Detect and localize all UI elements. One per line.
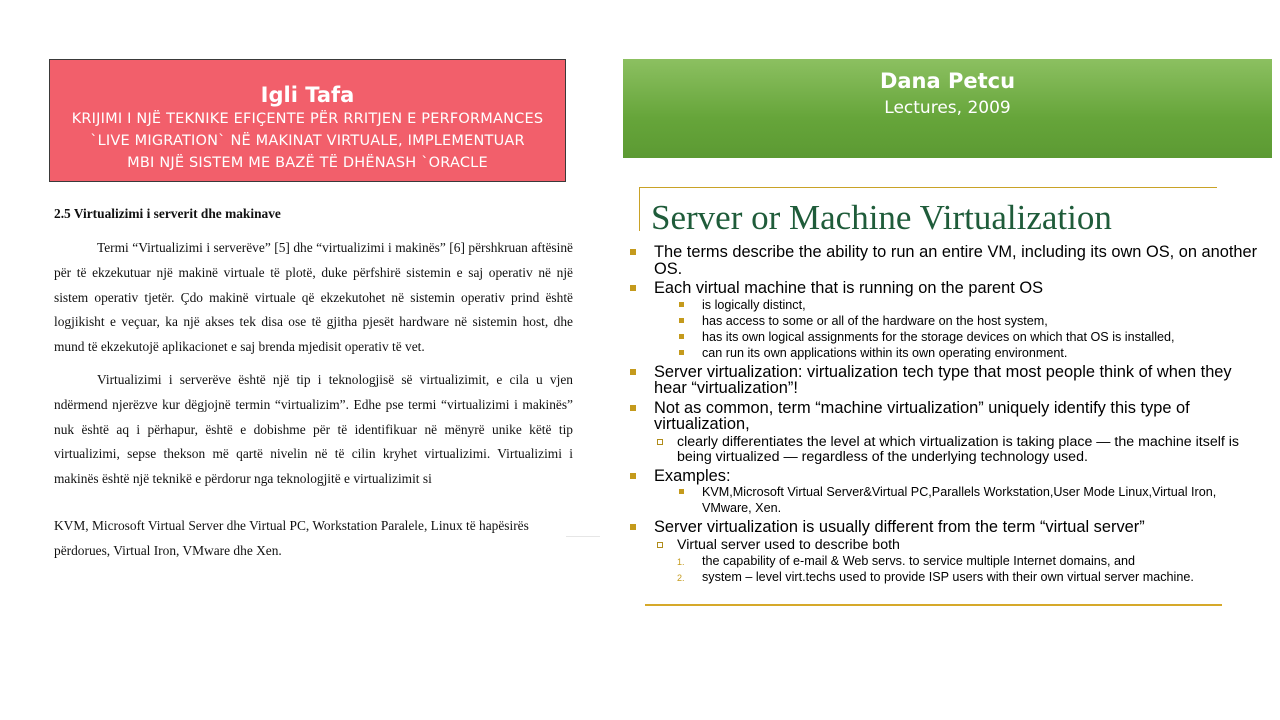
numbered-item-text: the capability of e-mail & Web servs. to service multiple Internet domains, and [702, 553, 1136, 568]
sub-bullet [628, 484, 1268, 516]
numbered-item-text: system – level virt.techs used to provide ISP users with their own virtual server machine. [702, 569, 1194, 584]
sub-bullet [628, 313, 1268, 329]
slide-frame-bottom-line [645, 604, 1222, 606]
bullet-1 [628, 244, 1268, 277]
bullet-square-icon [679, 350, 684, 355]
slide-frame-left-line [639, 187, 640, 231]
right-subtitle: Lectures, 2009 [884, 98, 1011, 118]
bullet-square-icon [630, 369, 636, 375]
page-break-line [566, 536, 600, 537]
hollow-sub-bullet [628, 538, 1268, 553]
paragraph-continuation: KVM, Microsoft Virtual Server dhe Virtual PC, Workstation Paralele, Linux të hapësirës përdorues, Virtual Iron, VMware dhe Xen. [54, 517, 529, 558]
bullet-square-icon [630, 285, 636, 291]
sub-bullet-text: is logically distinct, [702, 297, 806, 312]
bullet-square-icon [630, 473, 636, 479]
bullet-4-text: Not as common, term “machine virtualization” uniquely identify this type of virtualization, [654, 398, 1190, 433]
bullet-5 [628, 468, 1268, 485]
paragraph-2: Virtualizimi i serverëve është një tip i teknologjisë së virtualizimit, e cila u vjen ndërmend njerëzve kur dëgjojnë termin “virtualizim”. Edhe pse termi “virtualizimi i makinës” nuk është aq i përhapur, është e dobishme për të identifikuar në mënyrë unike këtë tip virtualizimi, sepse thekson më qartë nivelin në të cilin kryhet virtualizimi. Virtualizimi i makinës është një teknikë e përdorur nga teknologjitë e virtualizimit si [54, 371, 573, 487]
numbered-item [628, 553, 1268, 569]
sub-bullet [628, 297, 1268, 313]
bullet-square-icon [630, 249, 636, 255]
sub-bullet [628, 329, 1268, 345]
left-subtitle-line-2: `LIVE MIGRATION` NË MAKINAT VIRTUALE, IMPLEMENTUAR [90, 133, 525, 149]
bullet-square-icon [630, 524, 636, 530]
slide-frame-top-line [639, 187, 1217, 188]
paragraph-1: Termi “Virtualizimi i serverëve” [5] dhe “virtualizimi i makinës” [6] përshkruan aftësinë për të ekzekutuar një makinë virtuale të plotë, duke përfshirë sistemin e saj operativ në një sistem operativ tjetër. Çdo makinë virtuale që ekzekutohet në sistemin operativ prind është logjikisht e veçuar, ka një akses tek disa ose të gjitha pjesët hardware në sistemin host, dhe mund të ekzekutojë aplikacionet e saj brenda mjedisit operativ të vet. [54, 240, 573, 355]
hollow-sub-bullet-text: clearly differentiates the level at which virtualization is taking place — the machine itself is being virtualized — regardless of the underlying technology used. [677, 433, 1239, 465]
bullet-square-icon [679, 302, 684, 307]
left-subtitle-line-1: KRIJIMI I NJË TEKNIKE EFIÇENTE PËR RRITJEN E PERFORMANCES [71, 111, 544, 127]
sub-bullet-text: can run its own applications within its own operating environment. [702, 345, 1068, 360]
bullet-6 [628, 519, 1268, 536]
sub-bullet-text: KVM,Microsoft Virtual Server&Virtual PC,Parallels Workstation,User Mode Linux,Virtual Iron, VMware, Xen. [702, 485, 1217, 515]
hollow-square-icon [657, 439, 663, 445]
thesis-excerpt [54, 204, 573, 564]
bullet-4 [628, 400, 1268, 433]
bullet-2 [628, 280, 1268, 297]
bullet-6-text: Server virtualization is usually different from the term “virtual server” [654, 518, 1145, 536]
bullet-square-icon [630, 405, 636, 411]
right-header-box [623, 59, 1272, 158]
bullet-3 [628, 364, 1268, 397]
sub-bullet [628, 345, 1268, 361]
slide-title: Server or Machine Virtualization [651, 198, 1112, 237]
hollow-sub-bullet [628, 435, 1268, 465]
bullet-square-icon [679, 489, 684, 494]
hollow-square-icon [657, 542, 663, 548]
sub-bullet-text: has access to some or all of the hardware on the host system, [702, 313, 1048, 328]
item-number: 1. [677, 556, 685, 567]
section-heading: 2.5 Virtualizimi i serverit dhe makinave [54, 206, 281, 221]
bullet-3-text: Server virtualization: virtualization tech type that most people think of when they hear “virtualization”! [654, 362, 1232, 397]
hollow-sub-bullet-text: Virtual server used to describe both [677, 536, 900, 553]
numbered-item [628, 569, 1268, 585]
left-subtitle-line-3: MBI NJË SISTEM ME BAZË TË DHËNASH `ORACLE [127, 155, 488, 171]
bullet-5-text: Examples: [654, 466, 731, 485]
item-number: 2. [677, 572, 685, 583]
slide-bullets [628, 244, 1268, 585]
bullet-1-text: The terms describe the ability to run an entire VM, including its own OS, on another OS. [654, 243, 1258, 278]
bullet-square-icon [679, 334, 684, 339]
bullet-2-text: Each virtual machine that is running on the parent OS [654, 279, 1044, 297]
sub-bullet-text: has its own logical assignments for the storage devices on which that OS is installed, [702, 329, 1175, 344]
right-author-name: Dana Petcu [879, 69, 1016, 93]
bullet-square-icon [679, 318, 684, 323]
left-author-name: Igli Tafa [260, 83, 355, 107]
left-header-box [49, 59, 566, 182]
